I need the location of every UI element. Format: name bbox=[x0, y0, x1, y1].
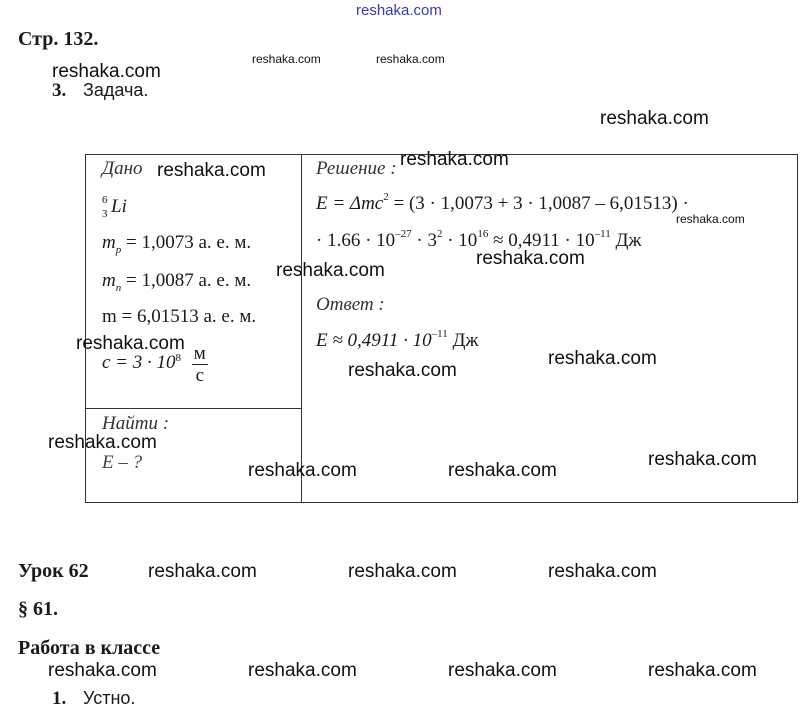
list-item bbox=[52, 688, 135, 710]
given-heading: Дано bbox=[102, 158, 143, 179]
watermark: reshaka.com bbox=[400, 149, 509, 170]
watermark: reshaka.com bbox=[648, 660, 757, 681]
isotope-mass-number: 6 bbox=[102, 194, 108, 206]
table-border-right bbox=[797, 154, 798, 503]
item-number: 1. bbox=[52, 688, 67, 709]
watermark: reshaka.com bbox=[676, 212, 745, 226]
given-light-speed: $c = 3 \cdot 10^8$ $\frac{м}{с}$ bbox=[102, 343, 206, 386]
watermark: reshaka.com bbox=[48, 660, 157, 681]
table-divider-horizontal bbox=[85, 408, 301, 409]
solution-line-2: · $1.66 \cdot 10^{-27} \cdot 3^2 \cdot 10^{16} \approx 0,4911 \cdot 10^{-11}$ Дж bbox=[316, 228, 642, 251]
page-reference: Стр. 132. bbox=[18, 28, 99, 50]
isotope-symbol: Li bbox=[111, 196, 127, 217]
task-heading bbox=[52, 80, 148, 102]
watermark: reshaka.com bbox=[276, 260, 385, 281]
watermark: reshaka.com bbox=[248, 460, 357, 481]
given-nucleus-mass: m = 6,01513 а. е. м. bbox=[102, 306, 257, 327]
table-border-bottom bbox=[85, 502, 797, 503]
solution-line-1: E = Δmc$^2$ = (3 · 1,0073 + 3 · 1,0087 – 6,01513) · bbox=[316, 191, 689, 214]
find-line: E – ? bbox=[102, 452, 143, 473]
task-number: 3. bbox=[52, 80, 67, 101]
isotope-notation bbox=[102, 194, 132, 224]
watermark: reshaka.com bbox=[548, 561, 657, 582]
watermark: reshaka.com bbox=[600, 108, 709, 129]
watermark: reshaka.com bbox=[248, 660, 357, 681]
answer-line: $E \approx 0,4911 \cdot 10^{-11}$ Дж bbox=[316, 328, 479, 351]
find-heading: Найти : bbox=[102, 413, 170, 434]
unit-denominator: с bbox=[195, 365, 204, 386]
given-neutron-mass: $m_n = 1,0087$ а. е. м. bbox=[102, 270, 252, 294]
unit-numerator: м bbox=[193, 343, 206, 364]
watermark: reshaka.com bbox=[348, 360, 457, 381]
watermark: reshaka.com bbox=[448, 460, 557, 481]
lesson-heading: Урок 62 bbox=[18, 560, 89, 582]
watermark: reshaka.com bbox=[48, 432, 157, 453]
watermark: reshaka.com bbox=[548, 348, 657, 369]
watermark: reshaka.com bbox=[157, 160, 266, 181]
watermark: reshaka.com bbox=[52, 61, 161, 82]
task-title: Задача. bbox=[83, 80, 149, 100]
watermark: reshaka.com bbox=[148, 561, 257, 582]
given-proton-mass: $m_p = 1,0073$ а. е. м. bbox=[102, 232, 252, 256]
isotope-atomic-number: 3 bbox=[102, 208, 108, 220]
watermark: reshaka.com bbox=[252, 52, 321, 66]
watermark: reshaka.com bbox=[376, 52, 445, 66]
watermark-top: reshaka.com bbox=[356, 2, 442, 19]
watermark: reshaka.com bbox=[76, 333, 185, 354]
paragraph-heading: § 61. bbox=[18, 598, 58, 620]
watermark: reshaka.com bbox=[648, 449, 757, 470]
watermark: reshaka.com bbox=[348, 561, 457, 582]
solution-heading: Решение : bbox=[316, 158, 397, 179]
classwork-heading: Работа в классе bbox=[18, 637, 161, 659]
watermark: reshaka.com bbox=[476, 248, 585, 269]
table-divider-vertical bbox=[301, 154, 302, 503]
watermark: reshaka.com bbox=[448, 660, 557, 681]
item-text: Устно. bbox=[83, 688, 136, 708]
answer-heading: Ответ : bbox=[316, 294, 385, 315]
